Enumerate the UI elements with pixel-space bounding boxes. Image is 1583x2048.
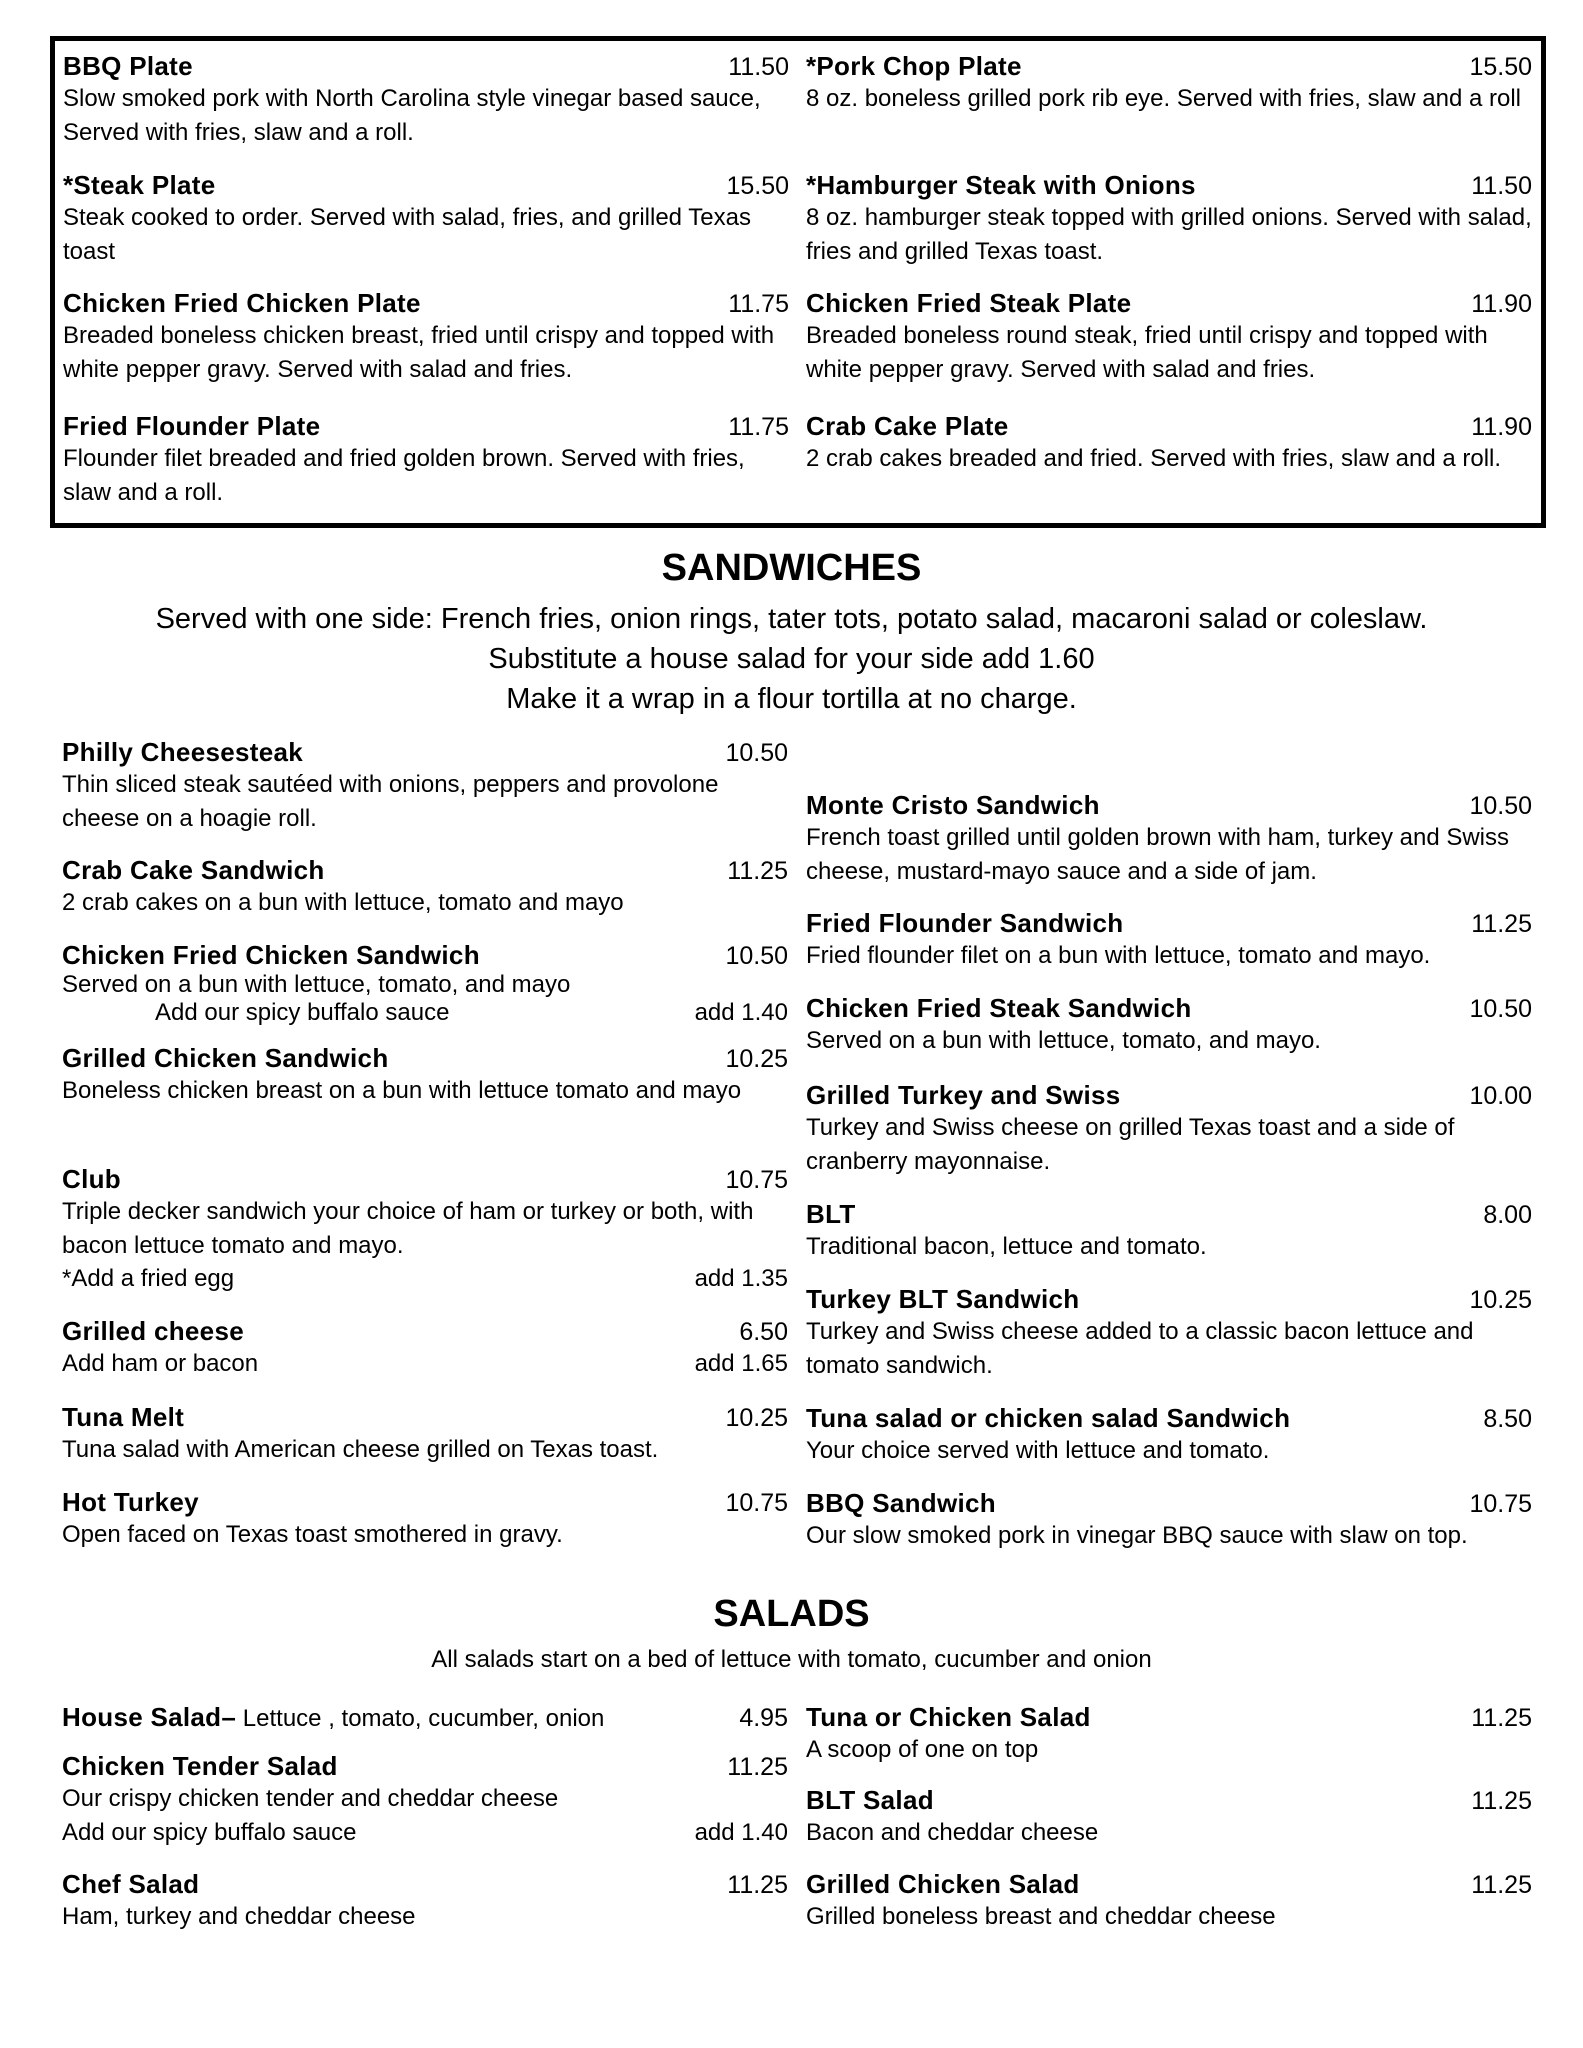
item-description: Bacon and cheddar cheese: [806, 1819, 1099, 1846]
menu-item: [806, 1199, 1532, 1264]
menu-item: [62, 1702, 788, 1736]
item-description: Steak cooked to order. Served with salad, fries, and grilled Texas toast: [63, 204, 751, 265]
item-description: French toast grilled until golden brown with ham, turkey and Swiss cheese, mustard-mayo sauce and a side of jam.: [806, 824, 1510, 885]
add-on: [62, 1263, 788, 1295]
menu-item: [806, 1403, 1532, 1468]
item-price: 11.90: [1471, 413, 1532, 441]
menu-item: [806, 1284, 1532, 1383]
item-price: 11.25: [1471, 1787, 1532, 1815]
item-price: 10.25: [1469, 1286, 1532, 1314]
item-name: Chicken Fried Steak Plate: [806, 288, 1132, 318]
item-price: 10.25: [725, 1045, 788, 1073]
item-description: Breaded boneless chicken breast, fried until crispy and topped with white pepper gravy. Served with salad and fries.: [63, 322, 775, 383]
item-price: 15.50: [1469, 53, 1532, 81]
menu-item: [806, 908, 1532, 973]
menu-item: [62, 1043, 788, 1108]
item-description: 8 oz. boneless grilled pork rib eye. Served with fries, slaw and a roll: [806, 85, 1522, 112]
item-description: Our slow smoked pork in vinegar BBQ sauce with slaw on top.: [806, 1522, 1468, 1549]
item-name: Fried Flounder Plate: [63, 411, 321, 441]
item-description: Traditional bacon, lettuce and tomato.: [806, 1233, 1207, 1260]
item-description: Grilled boneless breast and cheddar cheese: [806, 1903, 1276, 1930]
item-price: 10.50: [725, 942, 788, 970]
item-price: 10.50: [725, 739, 788, 767]
item-description: 2 crab cakes breaded and fried. Served with fries, slaw and a roll.: [806, 445, 1502, 472]
item-name: Tuna salad or chicken salad Sandwich: [806, 1403, 1291, 1433]
menu-item: [63, 51, 789, 150]
add-on-label: Add ham or bacon: [62, 1350, 259, 1377]
item-description: Fried flounder filet on a bun with lettuce, tomato and mayo.: [806, 942, 1431, 969]
menu-item: [806, 170, 1532, 269]
menu-item: [62, 1751, 788, 1850]
add-on: [62, 999, 788, 1027]
menu-item: [63, 170, 789, 269]
add-on-price: add 1.40: [694, 1819, 788, 1846]
item-name: Grilled Chicken Salad: [806, 1869, 1080, 1899]
menu-item: [806, 1488, 1532, 1553]
item-price: 15.50: [726, 172, 789, 200]
menu-item: [62, 855, 788, 920]
item-price: 11.25: [1471, 910, 1532, 938]
menu-item: [806, 1785, 1532, 1850]
item-description: Served on a bun with lettuce, tomato, and mayo.: [806, 1027, 1321, 1054]
item-name: *Hamburger Steak with Onions: [806, 170, 1196, 200]
add-on-price: add 1.35: [694, 1265, 788, 1292]
item-description: Triple decker sandwich your choice of ham or turkey or both, with bacon lettuce tomato and mayo.: [62, 1198, 754, 1259]
item-name: Tuna or Chicken Salad: [806, 1702, 1091, 1732]
menu-item: [806, 790, 1532, 889]
item-price: 10.25: [725, 1404, 788, 1432]
item-price: 10.00: [1469, 1082, 1532, 1110]
item-price: 8.00: [1483, 1201, 1532, 1229]
item-name: *Pork Chop Plate: [806, 51, 1022, 81]
item-description: 2 crab cakes on a bun with lettuce, tomato and mayo: [62, 889, 624, 916]
add-on: [62, 1816, 788, 1850]
item-name: Grilled Turkey and Swiss: [806, 1080, 1121, 1110]
menu-item: [63, 288, 789, 387]
item-name: Chef Salad: [62, 1869, 200, 1899]
menu-item: [806, 411, 1532, 476]
menu-item: [62, 1869, 788, 1934]
item-name: BLT Salad: [806, 1785, 934, 1815]
item-price: 6.50: [739, 1318, 788, 1346]
item-name: Chicken Fried Chicken Plate: [63, 288, 421, 318]
item-price: 8.50: [1483, 1405, 1532, 1433]
item-description: Flounder filet breaded and fried golden brown. Served with fries, slaw and a roll.: [63, 445, 745, 506]
section-subtitle: Make it a wrap in a flour tortilla at no charge.: [506, 683, 1077, 715]
item-price: 11.50: [728, 53, 789, 81]
item-name: Crab Cake Plate: [806, 411, 1009, 441]
add-on-price: add 1.40: [694, 999, 788, 1026]
item-price: 11.25: [1471, 1871, 1532, 1899]
item-description: Our crispy chicken tender and cheddar cheese: [62, 1785, 559, 1812]
item-description: Boneless chicken breast on a bun with lettuce tomato and mayo: [62, 1077, 742, 1104]
item-name: BBQ Sandwich: [806, 1488, 996, 1518]
item-name: House Salad–: [62, 1702, 237, 1732]
item-description: Your choice served with lettuce and tomato.: [806, 1437, 1270, 1464]
section-subtitle: Substitute a house salad for your side add 1.60: [488, 643, 1095, 675]
item-name: Tuna Melt: [62, 1402, 185, 1432]
item-name: BBQ Plate: [63, 51, 193, 81]
item-description: Thin sliced steak sautéed with onions, peppers and provolone cheese on a hoagie roll.: [62, 771, 719, 832]
menu-item: [62, 737, 788, 836]
plates-box: [50, 36, 1546, 528]
menu-item: [62, 1487, 788, 1552]
add-on-label: Add our spicy buffalo sauce: [62, 1819, 357, 1846]
menu-item: [806, 1080, 1532, 1179]
item-description: Served on a bun with lettuce, tomato, and mayo: [62, 971, 571, 998]
item-name: Grilled Chicken Sandwich: [62, 1043, 389, 1073]
item-description: Lettuce , tomato, cucumber, onion: [236, 1705, 605, 1732]
section-title-sandwiches: SANDWICHES: [661, 547, 922, 589]
menu-item: [806, 288, 1532, 387]
add-on-label: *Add a fried egg: [62, 1265, 235, 1292]
item-name: *Steak Plate: [63, 170, 216, 200]
item-price: 11.90: [1471, 290, 1532, 318]
item-name: Grilled cheese: [62, 1316, 244, 1346]
item-price: 11.25: [727, 1871, 788, 1899]
item-price: 10.75: [1469, 1490, 1532, 1518]
item-description: Turkey and Swiss cheese added to a classic bacon lettuce and tomato sandwich.: [806, 1318, 1474, 1379]
item-name: Hot Turkey: [62, 1487, 199, 1517]
menu-item: [62, 1402, 788, 1467]
item-name-group: [62, 1702, 604, 1736]
item-price: 11.25: [727, 1753, 788, 1781]
item-description: Turkey and Swiss cheese on grilled Texas toast and a side of cranberry mayonnaise.: [806, 1114, 1455, 1175]
item-description: Open faced on Texas toast smothered in gravy.: [62, 1521, 563, 1548]
item-name: Fried Flounder Sandwich: [806, 908, 1124, 938]
item-name: Crab Cake Sandwich: [62, 855, 325, 885]
item-price: 10.50: [1469, 792, 1532, 820]
item-name: Monte Cristo Sandwich: [806, 790, 1100, 820]
item-name: BLT: [806, 1199, 856, 1229]
add-on-price: add 1.65: [694, 1350, 788, 1377]
item-price: 11.50: [1471, 172, 1532, 200]
item-description: Ham, turkey and cheddar cheese: [62, 1903, 416, 1930]
item-price: 4.95: [739, 1704, 788, 1732]
menu-item: [806, 1869, 1532, 1934]
item-name: Club: [62, 1164, 121, 1194]
section-subtitle: Served with one side: French fries, onion rings, tater tots, potato salad, macaroni salad or coleslaw.: [155, 603, 1428, 635]
item-price: 10.75: [725, 1166, 788, 1194]
menu-item: [63, 411, 789, 510]
item-price: 10.50: [1469, 995, 1532, 1023]
menu-item: [806, 51, 1532, 116]
item-price: 10.75: [725, 1489, 788, 1517]
item-name: Chicken Tender Salad: [62, 1751, 338, 1781]
item-name: Philly Cheesesteak: [62, 737, 303, 767]
section-title-salads: SALADS: [713, 1593, 870, 1635]
menu-item: [806, 993, 1532, 1058]
menu-item: [62, 940, 788, 1027]
item-name: Turkey BLT Sandwich: [806, 1284, 1080, 1314]
item-name: Chicken Fried Chicken Sandwich: [62, 940, 480, 970]
item-description: Tuna salad with American cheese grilled on Texas toast.: [62, 1436, 659, 1463]
item-price: 11.75: [728, 290, 789, 318]
add-on-label: Add our spicy buffalo sauce: [155, 999, 450, 1026]
menu-item: [62, 1164, 788, 1295]
item-price: 11.75: [728, 413, 789, 441]
menu-item: [62, 1316, 788, 1381]
item-description: A scoop of one on top: [806, 1736, 1039, 1763]
item-description: 8 oz. hamburger steak topped with grilled onions. Served with salad, fries and grilled Texas toast.: [806, 204, 1532, 265]
item-name: Chicken Fried Steak Sandwich: [806, 993, 1192, 1023]
section-subtitle: All salads start on a bed of lettuce with tomato, cucumber and onion: [431, 1646, 1152, 1673]
item-price: 11.25: [1471, 1704, 1532, 1732]
item-description: Breaded boneless round steak, fried until crispy and topped with white pepper gravy. Served with salad and fries.: [806, 322, 1488, 383]
menu-item: [806, 1702, 1532, 1767]
item-price: 11.25: [727, 857, 788, 885]
add-on: [62, 1347, 788, 1381]
item-description: Slow smoked pork with North Carolina style vinegar based sauce, Served with fries, slaw and a roll.: [63, 85, 761, 146]
